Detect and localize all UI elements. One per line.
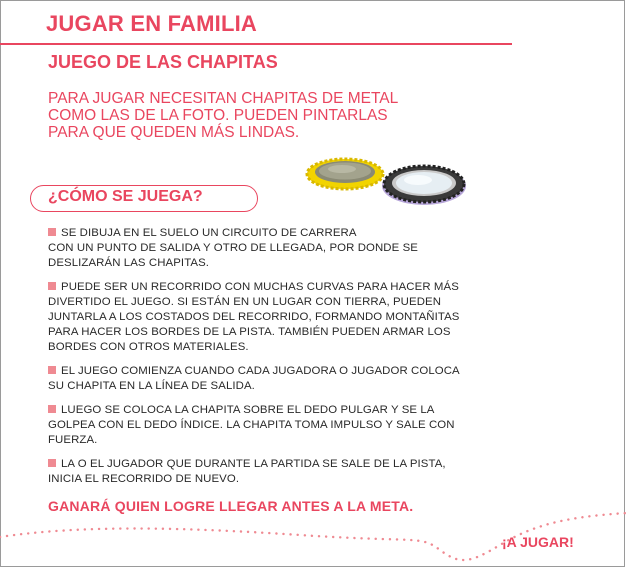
how-to-heading: ¿CÓMO SE JUEGA? xyxy=(48,188,203,205)
step-line: SE DIBUJA EN EL SUELO UN CIRCUITO DE CARRERA xyxy=(61,227,357,239)
list-item xyxy=(48,457,588,487)
step-line: CON UN PUNTO DE SALIDA Y OTRO DE LLEGADA, POR DONDE SE xyxy=(48,242,418,254)
intro-line: PARA QUE QUEDEN MÁS LINDAS. xyxy=(48,124,300,141)
step-line: GOLPEA CON EL DEDO ÍNDICE. LA CHAPITA TOMA IMPULSO Y SALE CON xyxy=(48,419,455,431)
page-title: JUGAR EN FAMILIA xyxy=(46,11,257,36)
intro-line: PARA JUGAR NECESITAN CHAPITAS DE METAL xyxy=(48,90,399,107)
step-line: BORDES CON OTROS MATERIALES. xyxy=(48,341,249,353)
step-line: INICIA EL RECORRIDO DE NUEVO. xyxy=(48,473,240,485)
list-item xyxy=(48,403,588,448)
step-line: SU CHAPITA EN LA LÍNEA DE SALIDA. xyxy=(48,380,255,392)
step-line: DESLIZARÁN LAS CHAPITAS. xyxy=(48,257,210,269)
bottle-caps-photo xyxy=(300,150,480,210)
step-line: PUEDE SER UN RECORRIDO CON MUCHAS CURVAS PARA HACER MÁS xyxy=(61,281,459,293)
intro-line: COMO LAS DE LA FOTO. PUEDEN PINTARLAS xyxy=(48,107,388,124)
step-line: LUEGO SE COLOCA LA CHAPITA SOBRE EL DEDO PULGAR Y SE LA xyxy=(61,404,435,416)
step-line: EL JUEGO COMIENZA CUANDO CADA JUGADORA O JUGADOR COLOCA xyxy=(61,365,460,377)
winner-statement: GANARÁ QUIEN LOGRE LLEGAR ANTES A LA META. xyxy=(48,498,414,514)
bullet-square-icon xyxy=(48,366,56,374)
bullet-square-icon xyxy=(48,405,56,413)
steps-list xyxy=(48,226,588,496)
bullet-square-icon xyxy=(48,282,56,290)
lets-play-label: ¡A JUGAR! xyxy=(502,534,574,550)
bullet-square-icon xyxy=(48,459,56,467)
intro-paragraph xyxy=(48,90,488,141)
step-line: PARA HACER LOS BORDES DE LA PISTA. TAMBIÉN PUEDEN ARMAR LOS xyxy=(48,326,451,338)
title-underline xyxy=(0,43,512,45)
bullet-square-icon xyxy=(48,228,56,236)
step-line: JUNTARLA A LOS COSTADOS DEL RECORRIDO, FORMANDO MONTAÑITAS xyxy=(48,311,460,323)
list-item xyxy=(48,280,588,355)
step-line: LA O EL JUGADOR QUE DURANTE LA PARTIDA SE SALE DE LA PISTA, xyxy=(61,458,446,470)
silver-bottle-cap xyxy=(382,166,466,205)
gold-bottle-cap xyxy=(307,159,383,189)
step-line: FUERZA. xyxy=(48,434,98,446)
list-item xyxy=(48,364,588,394)
step-line: DIVERTIDO EL JUEGO. SI ESTÁN EN UN LUGAR CON TIERRA, PUEDEN xyxy=(48,296,442,308)
game-subtitle: JUEGO DE LAS CHAPITAS xyxy=(48,52,278,72)
list-item xyxy=(48,226,588,271)
